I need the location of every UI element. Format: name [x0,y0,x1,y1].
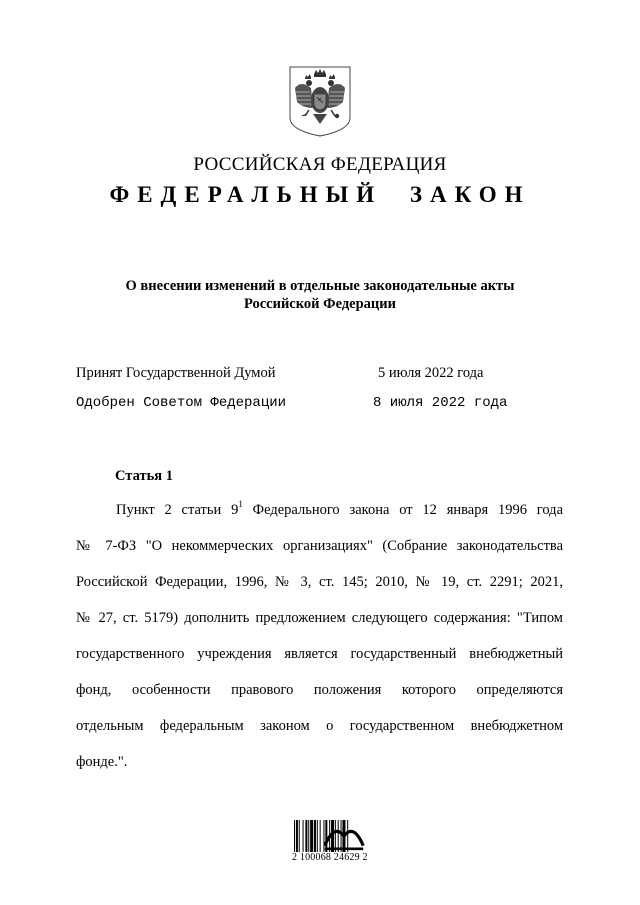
council-approval-label: Одобрен Советом Федерации [76,395,287,411]
barcode-bar [314,820,316,852]
barcode-bar [342,820,345,852]
barcode-bar [338,820,339,852]
law-title [60,277,580,313]
barcode-bar [303,820,304,852]
paragraph-line: государственного учреждения является государственный внебюджетный [76,646,563,662]
barcode-bar [308,820,309,852]
barcode-bar [341,820,342,852]
barcode-bar [299,820,300,852]
barcode-bar [323,820,324,852]
law-title-line-2: Российской Федерации [243,296,396,312]
barcode-bar [317,820,318,852]
barcode-bar [296,820,298,852]
paragraph-line: фонде.". [76,754,128,770]
duma-adoption-label: Принят Государственной Думой [76,365,276,381]
paragraph-line: отдельным федеральным законом о государственном внебюджетном [76,718,563,734]
council-approval-row [76,395,576,415]
paragraph-line: Российской Федерации, 1996, № 3, ст. 145; 2010, № 19, ст. 2291; 2021, [76,574,563,590]
document-type: ФЕДЕРАЛЬНЫЙ ЗАКОН [109,182,531,207]
article-heading: Статья 1 [115,468,173,484]
council-approval-date: 8 июля 2022 года [373,395,508,411]
barcode-bar [325,820,327,852]
paragraph-line: фонд, особенности правового положения которого определяются [76,682,563,698]
paragraph-line [116,500,563,520]
barcode-bar [335,820,336,852]
barcode-bar [331,820,334,852]
barcode [292,808,368,864]
duma-adoption-date: 5 июля 2022 года [378,365,484,381]
coat-of-arms-icon [287,64,353,138]
country-name: РОССИЙСКАЯ ФЕДЕРАЦИЯ [193,154,447,175]
barcode-bar [305,820,307,852]
barcode-bar [329,820,330,852]
barcode-number: 2 100068 24629 2 [292,852,368,863]
barcode-bar [294,820,295,852]
barcode-bar [347,820,348,852]
paragraph-line: № 27, ст. 5179) дополнить предложением следующего содержания: "Типом [76,610,563,626]
paragraph-text: Пункт 2 статьи 9 [116,502,239,518]
barcode-bars [294,820,364,852]
paragraph-text: Федерального закона от 12 января 1996 года [242,502,563,518]
barcode-bar [310,820,313,852]
law-title-line-1: О внесении изменений в отдельные законодательные акты [125,278,515,294]
superscript: 1 [238,499,243,509]
paragraph-line: № 7-ФЗ "О некоммерческих организациях" (Собрание законодательства [76,538,563,554]
barcode-bar [320,820,321,852]
duma-adoption-row [76,365,576,385]
